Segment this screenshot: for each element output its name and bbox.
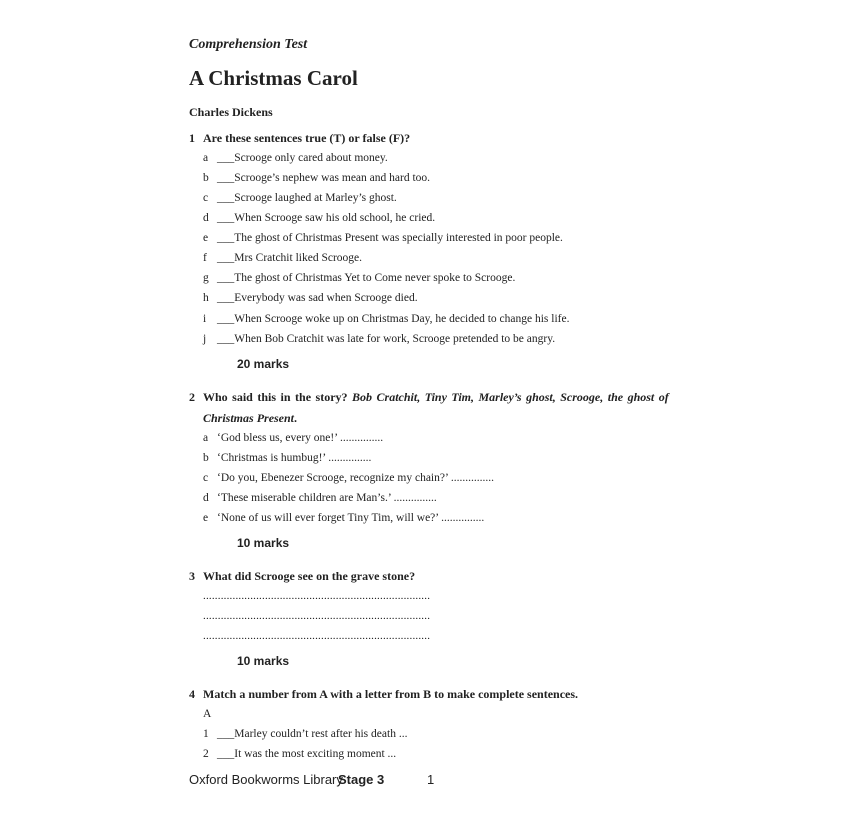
item-letter: h (203, 292, 209, 304)
answer-line: ............................................................................. (203, 610, 431, 622)
item-number: 2 (203, 748, 209, 760)
speaker-names: Bob Cratchit, Tiny Tim, Marley’s ghost, Scrooge, the ghost of (352, 390, 669, 404)
question-prompt: Match a number from A with a letter from B to make complete sentences. (203, 687, 579, 701)
item-letter: a (203, 152, 209, 164)
item-letter: c (203, 472, 209, 484)
item-letter: b (203, 452, 209, 464)
marks-label: 20 marks (237, 357, 290, 371)
item-letter: e (203, 512, 209, 524)
item-text: ___When Bob Cratchit was late for work, Scrooge pretended to be angry. (217, 333, 556, 345)
footer-series: Oxford Bookworms Library (189, 772, 343, 787)
footer-stage: Stage 3 (338, 772, 385, 787)
question-number: 4 (189, 687, 195, 701)
answer-line: ............................................................................. (203, 590, 431, 602)
item-text: ‘None of us will ever forget Tiny Tim, will we?’ ............... (217, 512, 485, 524)
marks-label: 10 marks (237, 536, 290, 550)
document-subtitle: Comprehension Test (189, 37, 308, 52)
prompt-end: . (294, 411, 298, 425)
item-text: ___The ghost of Christmas Present was specially interested in poor people. (217, 232, 563, 244)
item-text: ___Scrooge only cared about money. (217, 152, 388, 164)
column-label: A (203, 708, 212, 720)
speaker-names-continued: Christmas Present (203, 411, 295, 425)
question-number: 2 (189, 390, 195, 404)
item-text: ___Marley couldn’t rest after his death ... (217, 728, 408, 740)
item-text: ‘Do you, Ebenezer Scrooge, recognize my chain?’ ............... (217, 472, 494, 484)
item-letter: a (203, 432, 209, 444)
item-text: ___When Scrooge saw his old school, he cried. (217, 212, 436, 224)
question-number: 3 (189, 569, 195, 583)
item-letter: g (203, 272, 209, 284)
item-letter: e (203, 232, 209, 244)
item-text: ___Everybody was sad when Scrooge died. (217, 292, 418, 304)
document-author: Charles Dickens (189, 105, 273, 119)
item-text: ‘Christmas is humbug!’ ............... (217, 452, 372, 464)
question-number: 1 (189, 131, 195, 145)
item-text: ___The ghost of Christmas Yet to Come never spoke to Scrooge. (217, 272, 516, 284)
item-letter: d (203, 492, 209, 504)
item-letter: d (203, 212, 209, 224)
item-letter: b (203, 172, 209, 184)
marks-label: 10 marks (237, 654, 290, 668)
item-letter: j (203, 333, 207, 345)
document-title: A Christmas Carol (189, 66, 358, 90)
item-text: ‘These miserable children are Man’s.’ ............... (217, 492, 437, 504)
question-prompt: What did Scrooge see on the grave stone? (203, 569, 416, 583)
item-text: ___Scrooge laughed at Marley’s ghost. (217, 192, 397, 204)
item-letter: c (203, 192, 209, 204)
item-number: 1 (203, 728, 209, 740)
item-text: ___Mrs Cratchit liked Scrooge. (217, 252, 363, 264)
item-letter: f (203, 252, 207, 264)
question-prompt-continued (203, 411, 297, 426)
question-prompt: Are these sentences true (T) or false (F)? (203, 131, 411, 145)
item-letter: i (203, 313, 207, 325)
answer-line: ............................................................................. (203, 630, 431, 642)
item-text: ___It was the most exciting moment ... (217, 748, 397, 760)
item-text: ___Scrooge’s nephew was mean and hard too. (217, 172, 431, 184)
item-text: ‘God bless us, every one!’ ............... (217, 432, 384, 444)
question-prompt (203, 390, 669, 405)
item-text: ___When Scrooge woke up on Christmas Day, he decided to change his life. (217, 313, 570, 325)
prompt-text: Who said this in the story? (203, 390, 348, 404)
footer-page-number: 1 (427, 772, 435, 787)
